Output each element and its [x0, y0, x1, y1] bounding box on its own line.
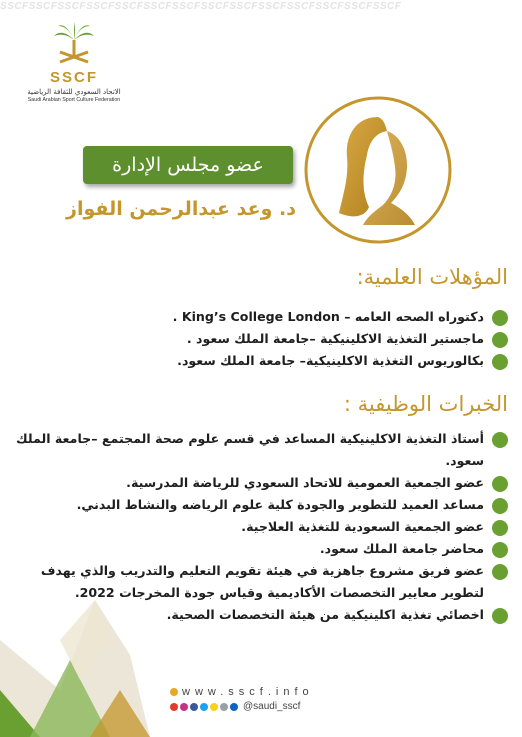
- list-item: [12, 350, 508, 372]
- list-item-text: عضو الجمعية العمومية للاتحاد السعودي للرياضة المدرسية.: [126, 475, 484, 490]
- list-item: [2, 538, 508, 560]
- list-item: [2, 560, 508, 604]
- bullet-icon: [492, 564, 508, 580]
- youtube-icon[interactable]: [170, 703, 178, 711]
- bullet-icon: [492, 498, 508, 514]
- bullet-icon: [492, 432, 508, 448]
- experience-heading: الخبرات الوظيفية :: [343, 392, 508, 416]
- role-title-badge: [83, 146, 293, 184]
- list-item-text: أستاذ التغذية الاكلينيكية المساعد في قسم علوم صحة المجتمع –جامعة الملك سعود.: [16, 431, 484, 468]
- sscf-logo: [14, 22, 134, 103]
- bullet-icon: [492, 476, 508, 492]
- list-item-text: محاضر جامعة الملك سعود.: [319, 541, 484, 556]
- snapchat-icon[interactable]: [210, 703, 218, 711]
- social-line: [170, 701, 360, 712]
- role-title: عضو مجلس الإدارة: [112, 154, 264, 176]
- palm-tree-icon: [52, 22, 96, 68]
- website-link[interactable]: www.sscf.info: [182, 686, 314, 698]
- globe-icon: [170, 688, 178, 696]
- tiktok-icon[interactable]: [220, 703, 228, 711]
- list-item-text: عضو فريق مشروع جاهزية في هيئة تقويم التعليم والتدريب والذي يهدف لتطوير معايير التخصصات الأكاديمية وقياس جودة المخرجات 2022.: [40, 563, 484, 600]
- footer: [170, 686, 360, 712]
- list-item: [2, 604, 508, 626]
- list-item: [12, 306, 508, 328]
- bullet-icon: [492, 608, 508, 624]
- twitter-icon[interactable]: [200, 703, 208, 711]
- bullet-icon: [492, 542, 508, 558]
- list-item: [2, 494, 508, 516]
- list-item-text: ماجستير التغذية الاكلينيكية –جامعة الملك سعود .: [186, 331, 484, 346]
- qualifications-list: [12, 306, 508, 372]
- list-item-text: مساعد العميد للتطوير والجودة كلية علوم الرياضه والنشاط البدني.: [76, 497, 484, 512]
- experience-list: [2, 428, 508, 626]
- instagram-icon[interactable]: [180, 703, 188, 711]
- linkedin-icon[interactable]: [230, 703, 238, 711]
- website-line: [170, 686, 360, 698]
- logo-english-name: Saudi Arabian Sport Culture Federation: [27, 97, 121, 103]
- list-item: [2, 472, 508, 494]
- bullet-icon: [492, 332, 508, 348]
- person-name: د. وعد عبدالرحمن الفواز: [66, 198, 296, 220]
- list-item-text: اخصائي تغذية اكلينيكية من هيئة التخصصات الصحية.: [166, 607, 484, 622]
- logo-brand-text: SSCF: [49, 69, 98, 86]
- qualifications-heading: المؤهلات العلمية:: [356, 265, 508, 289]
- list-item-text: عضو الجمعية السعودية للتغذية العلاجية.: [241, 519, 484, 534]
- list-item: [12, 328, 508, 350]
- list-item-text: دكتوراه الصحه العامه – King’s College London .: [172, 309, 484, 324]
- social-handle[interactable]: @saudi_sscf: [243, 701, 301, 712]
- list-item-text: بكالوريوس التغذية الاكلينيكية– جامعة الملك سعود.: [177, 353, 484, 368]
- bullet-icon: [492, 520, 508, 536]
- female-avatar-icon: [303, 95, 453, 245]
- facebook-icon[interactable]: [190, 703, 198, 711]
- list-item: [2, 516, 508, 538]
- bullet-icon: [492, 310, 508, 326]
- logo-arabic-name: الاتحاد السعودي للثقافة الرياضية: [27, 88, 121, 96]
- bullet-icon: [492, 354, 508, 370]
- list-item: [2, 428, 508, 472]
- header-pattern: SSCFSSCFSSCFSSCFSSCFSSCFSSCFSSCFSSCFSSCFSSCFSSCFSSCFSSCF: [0, 1, 402, 12]
